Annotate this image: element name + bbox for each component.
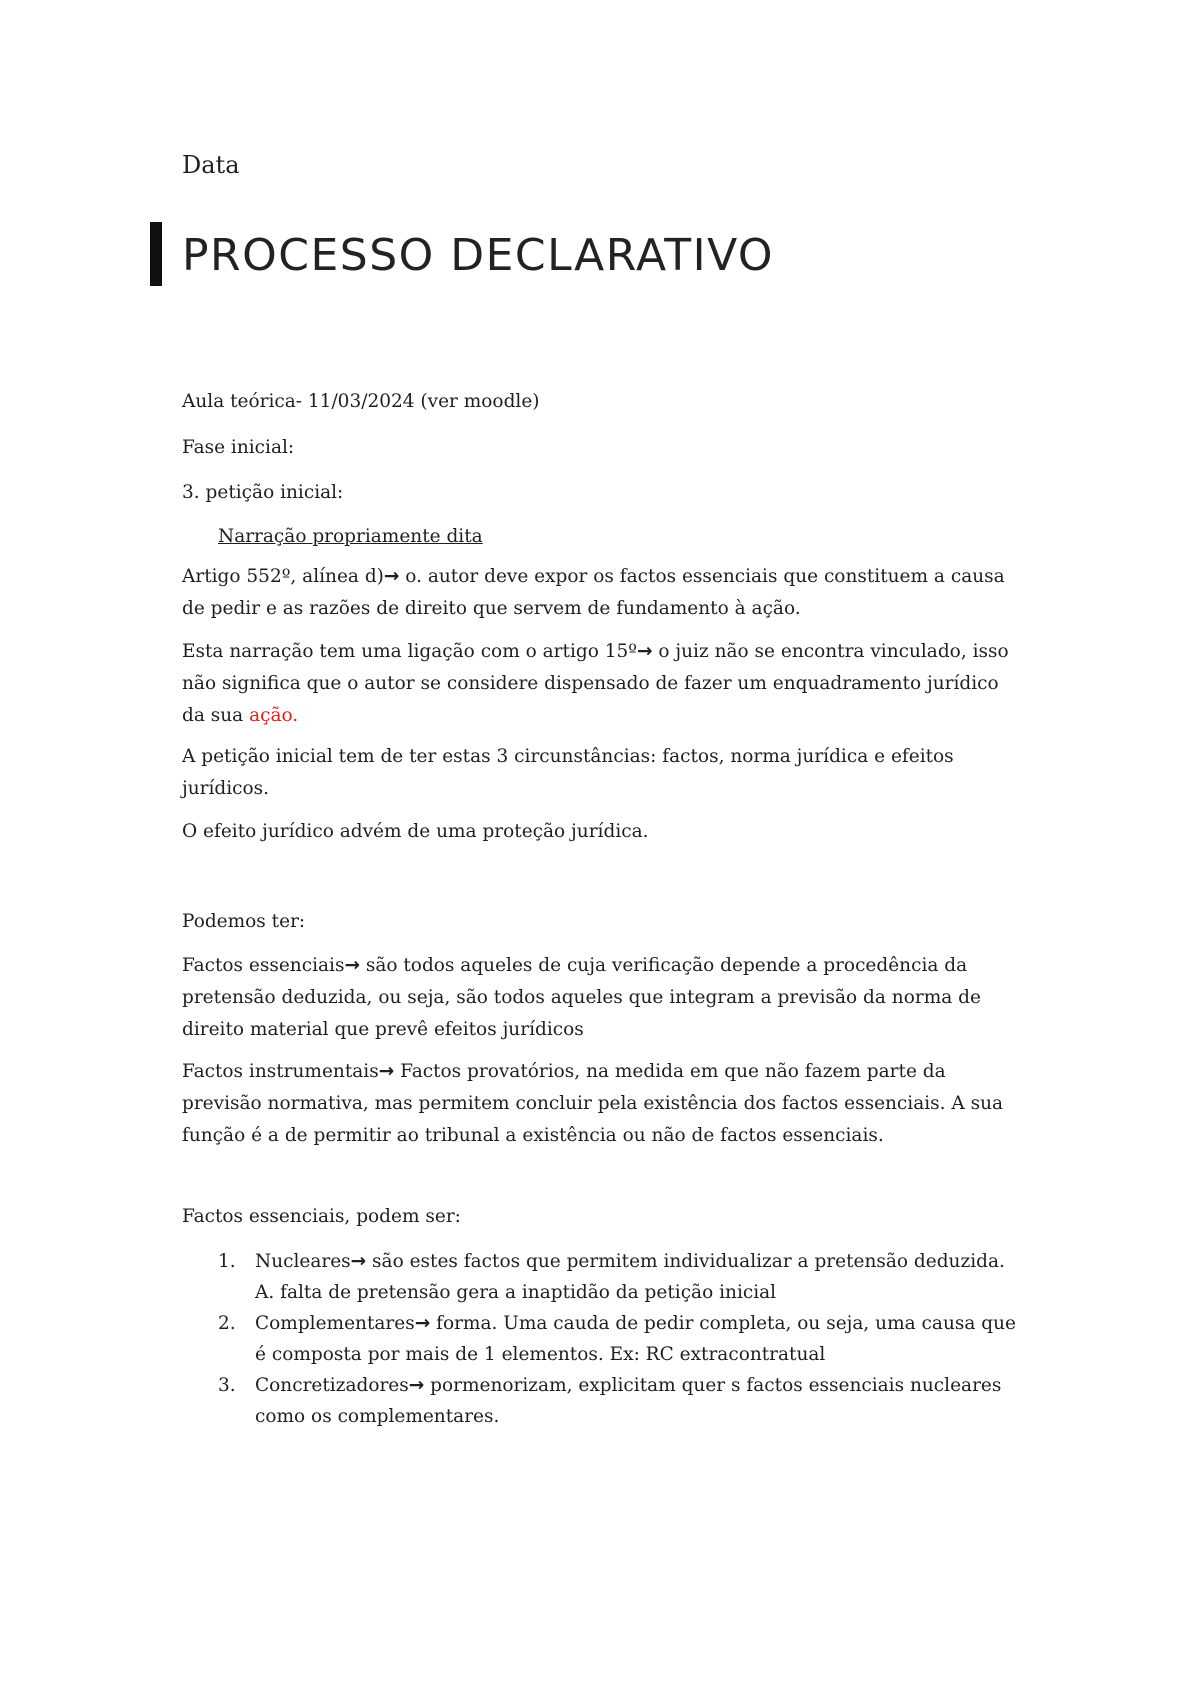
paragraph-text: são todos aqueles de cuja verificação depende a procedência da: [359, 955, 968, 976]
paragraph-line: função é a de permitir ao tribunal a existência ou não de factos essenciais.: [182, 1125, 884, 1146]
term: Factos instrumentais: [182, 1061, 379, 1082]
paragraph-text: o. autor deve expor os factos essenciais que constituem a causa: [399, 566, 1005, 587]
paragraph-instrumental-facts: [182, 1056, 1032, 1152]
paragraph-text: Esta narração tem uma ligação com o artigo 15º: [182, 641, 637, 662]
list-line: é composta por mais de 1 elementos. Ex: RC extracontratual: [255, 1344, 826, 1365]
paragraph-line: [182, 1056, 1032, 1088]
paragraph-article-15: [182, 636, 1032, 732]
subheading: [218, 521, 1068, 553]
paragraph-line: de pedir e as razões de direito que servem de fundamento à ação.: [182, 598, 801, 619]
list-line: [255, 1370, 1062, 1401]
paragraph-text: Factos provatórios, na medida em que não fazem parte da: [394, 1061, 946, 1082]
list-line: como os complementares.: [255, 1406, 500, 1427]
paragraph-essential-facts: [182, 950, 1032, 1046]
section-heading-factos: Factos essenciais, podem ser:: [182, 1206, 461, 1227]
list-number: 3.: [218, 1375, 236, 1396]
paragraph-legal-effect: O efeito jurídico advém de uma proteção jurídica.: [182, 821, 649, 842]
paragraph-text: da sua: [182, 705, 250, 726]
paragraph-article-552: [182, 561, 1032, 625]
arrow-icon: →: [378, 1061, 395, 1082]
petition-line: 3. petição inicial:: [182, 482, 344, 503]
paragraph-text: o juiz não se encontra vinculado, isso: [652, 641, 1009, 662]
term: Complementares: [255, 1313, 415, 1334]
list-item: [182, 1308, 1062, 1370]
paragraph-line: previsão normativa, mas permitem concluir pela existência dos factos essenciais. A sua: [182, 1093, 1004, 1114]
arrow-icon: →: [636, 641, 653, 662]
term: Nucleares: [255, 1251, 351, 1272]
list-text: são estes factos que permitem individualizar a pretensão deduzida.: [366, 1251, 1005, 1272]
list-line: [255, 1308, 1062, 1339]
term: Concretizadores: [255, 1375, 409, 1396]
paragraph-line: não significa que o autor se considere dispensado de fazer um enquadramento jurídico: [182, 673, 999, 694]
list-line: A. falta de pretensão gera a inaptidão da petição inicial: [255, 1282, 777, 1303]
date-label: Data: [182, 151, 240, 179]
list-line: [255, 1246, 1062, 1277]
paragraph-circumstances: [182, 741, 1032, 805]
paragraph-line: [182, 950, 1032, 982]
essential-facts-list: [182, 1246, 1062, 1432]
list-number: 1.: [218, 1251, 236, 1272]
paragraph-line: jurídicos.: [182, 778, 270, 799]
arrow-icon: →: [350, 1251, 367, 1272]
highlighted-word: ação.: [249, 705, 299, 726]
arrow-icon: →: [414, 1313, 431, 1334]
paragraph-line: direito material que prevê efeitos jurídicos: [182, 1019, 584, 1040]
lecture-line: Aula teórica- 11/03/2024 (ver moodle): [182, 391, 540, 412]
subheading-text: Narração propriamente dita: [218, 526, 483, 547]
paragraph-line: [182, 700, 1032, 732]
paragraph-line: [182, 561, 1032, 593]
term: Factos essenciais: [182, 955, 345, 976]
arrow-icon: →: [383, 566, 400, 587]
paragraph-line: A petição inicial tem de ter estas 3 circunstâncias: factos, norma jurídica e efeitos: [182, 746, 954, 767]
arrow-icon: →: [344, 955, 360, 976]
phase-line: Fase inicial:: [182, 437, 295, 458]
arrow-icon: →: [408, 1375, 425, 1396]
section-heading-podemos: Podemos ter:: [182, 911, 306, 932]
page-title: PROCESSO DECLARATIVO: [182, 230, 775, 281]
title-accent-bar: [150, 222, 162, 286]
list-number: 2.: [218, 1313, 236, 1334]
list-item: [182, 1370, 1062, 1432]
paragraph-line: [182, 636, 1032, 668]
list-item: [182, 1246, 1062, 1308]
article-ref: Artigo 552º, alínea d): [182, 566, 384, 587]
list-text: pormenorizam, explicitam quer s factos essenciais nucleares: [424, 1375, 1002, 1396]
list-text: forma. Uma cauda de pedir completa, ou seja, uma causa que: [430, 1313, 1016, 1334]
paragraph-line: pretensão deduzida, ou seja, são todos aqueles que integram a previsão da norma de: [182, 987, 981, 1008]
